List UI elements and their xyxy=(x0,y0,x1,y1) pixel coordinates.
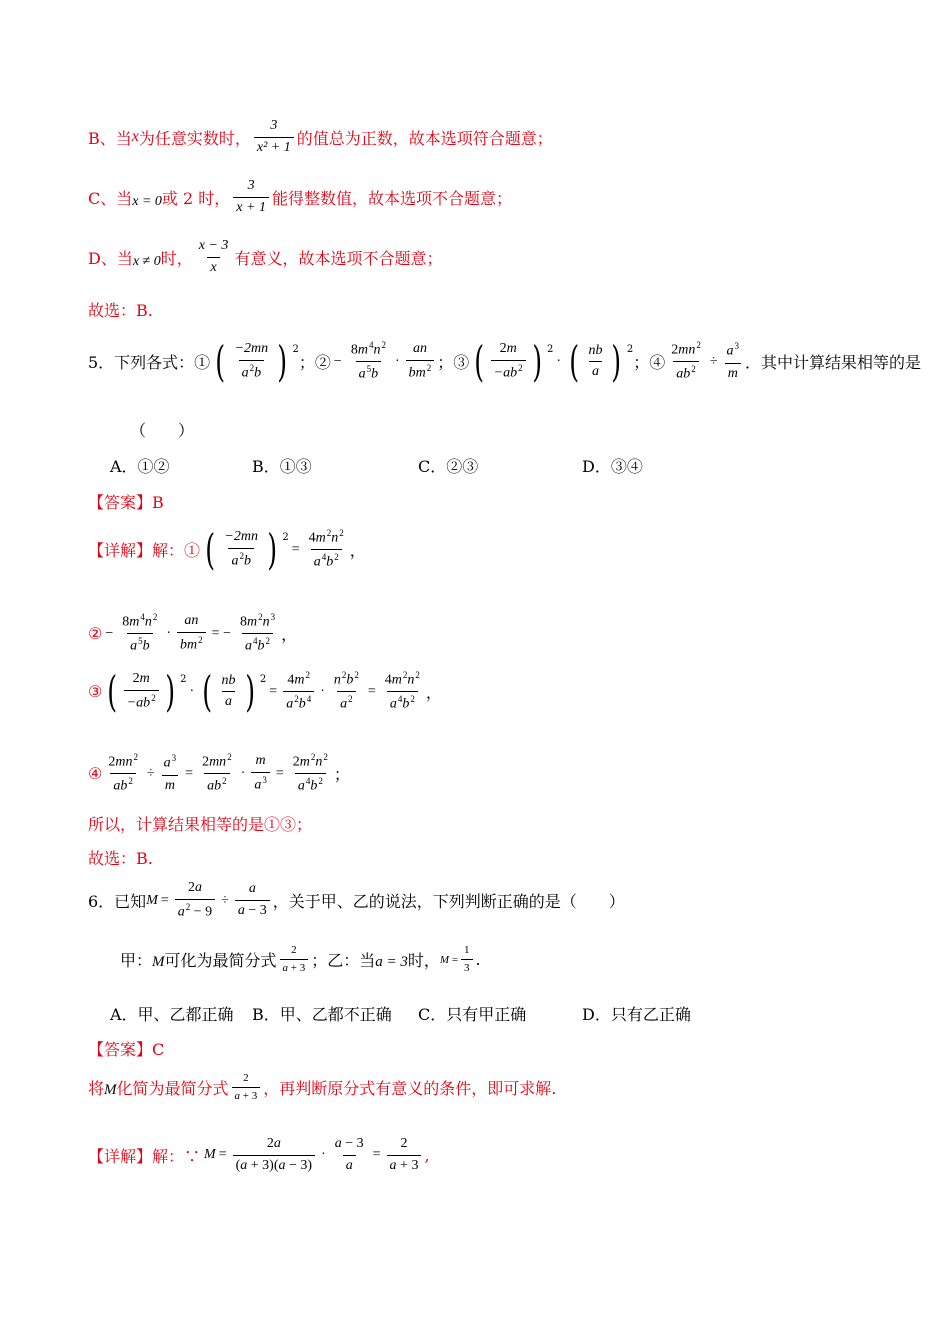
text: 【详解】解：∵ xyxy=(88,1146,201,1166)
text: C、当 xyxy=(88,188,133,208)
q5-answer xyxy=(88,490,890,513)
option-d: D．③④ xyxy=(582,457,643,476)
text: 有意义，故本选项不合题意； xyxy=(234,248,443,268)
text: D、当 xyxy=(88,248,133,268)
paren-expr: ( $\frac{-2mn}{a^2b}$ ) xyxy=(212,341,290,383)
option-b: B．甲、乙都不正确 xyxy=(252,1005,392,1024)
text: 5．下列各式：① xyxy=(88,353,211,373)
line-option-d xyxy=(88,238,890,277)
q6-detail: 【详解】解：∵ M = $\frac{2a}{(a + 3)(a - 3)}$ · $\frac{a - 3}{a}$ = $\frac{2}{a + 3}$ , xyxy=(88,1136,430,1173)
text: 的值总为正数，故本选项符合题意； xyxy=(296,128,553,148)
text: ；③ xyxy=(437,353,470,373)
option-b: B．①③ xyxy=(252,457,312,476)
text: 【答案】C xyxy=(88,1040,165,1059)
question-5: 5．下列各式：① ( $\frac{-2mn}{a^2b}$ ) 2 ；② − $\frac{8m^4n^2}{a^5b}$ · $\frac{an}{bm^2}$ ；③ ( $\frac{2m}{-ab^2}$ ) 2 · ( $\frac{nb}{a}$ ) 2 ；④ $\frac{2mn^2}{ab^2}$ ÷ $\frac{a^3}{m}$ ．其中计算结果相等的是 xyxy=(88,340,890,384)
denominator: x xyxy=(207,257,219,277)
text: 时， xyxy=(407,951,440,971)
line-option-c xyxy=(88,178,890,217)
text: ，再判断原分式有意义的条件，即可求解. xyxy=(263,1079,557,1099)
fraction xyxy=(196,238,232,277)
text: 或 2 时， xyxy=(161,188,231,208)
option-c: C．②③ xyxy=(418,457,479,476)
text: 将 xyxy=(88,1079,105,1099)
option-a: A．①② xyxy=(110,457,170,476)
numerator: 3 xyxy=(247,178,255,193)
q6-analysis: 将 M 化简为最简分式 $\frac{2}{a + 3}$ ，再判断原分式有意义的条件，即可求解. xyxy=(88,1072,557,1103)
text: 时， xyxy=(160,248,193,268)
numerator: 3 xyxy=(270,118,278,133)
text: 【详解】解：① xyxy=(88,541,201,561)
denominator: x² + 1 xyxy=(254,137,294,157)
text: 可化为最简分式 xyxy=(164,951,277,971)
q5-detail-4: ④ $\frac{2mn^2}{ab^2}$ ÷ $\frac{a^3}{m}$ = $\frac{2mn^2}{ab^2}$ · $\frac{m}{a^3}$ = $\frac{2m^2n^2}{a^4b^2}$ ； xyxy=(88,752,350,795)
option-c: C．只有甲正确 xyxy=(418,1005,527,1024)
text: 为任意实数时， xyxy=(138,128,251,148)
option-a: A．甲、乙都正确 xyxy=(110,1005,234,1024)
q5-detail-2: ② − $\frac{8m^4n^2}{a^5b}$ · $\frac{an}{bm^2}$ = − $\frac{8m^2n^3}{a^4b^2}$ ， xyxy=(88,612,298,655)
text: 化简为最简分式 xyxy=(116,1079,229,1099)
text: 故选：B. xyxy=(88,301,153,320)
text: 6．已知 xyxy=(88,892,147,912)
text: ② xyxy=(88,624,103,644)
fraction xyxy=(233,178,269,217)
line-option-b xyxy=(88,118,890,157)
q5-conclusion xyxy=(88,812,890,835)
text: （ ） xyxy=(130,421,195,440)
text: ③ xyxy=(88,682,103,702)
text: 能得整数值，故本选项不合题意； xyxy=(271,188,512,208)
condition: x ≠ 0 xyxy=(132,254,161,270)
text: 【答案】B xyxy=(88,493,164,512)
text: ；② xyxy=(298,353,331,373)
var-x: x xyxy=(131,128,139,146)
text: ④ xyxy=(88,764,103,784)
option-d: D．只有乙正确 xyxy=(582,1005,691,1024)
q6-statements: 甲： M 可化为最简分式 $\frac{2}{a + 3}$ ；乙：当 a = 3 时， M = $\frac{1}{3}$ . xyxy=(120,944,481,975)
q6-answer xyxy=(88,1037,890,1060)
text: ．其中计算结果相等的是 xyxy=(745,353,922,373)
text: 所以，计算结果相等的是①③； xyxy=(88,815,313,834)
text: B、当 xyxy=(88,128,132,148)
select-line xyxy=(88,298,890,321)
text: 甲： xyxy=(120,951,153,971)
q5-select xyxy=(88,846,890,869)
condition: a = 3 xyxy=(375,954,408,971)
q5-detail-3: ③ ( $\frac{2m}{-ab^2}$ ) 2 · ( $\frac{nb}{a}$ ) 2 = $\frac{4m^2}{a^2b^4}$ · $\frac{n^2b^2}{a^2}$ = $\frac{4m^2n^2}{a^4b^2}$ ， xyxy=(88,670,890,714)
condition: x = 0 xyxy=(132,194,162,210)
denominator: x + 1 xyxy=(233,197,269,217)
fraction xyxy=(254,118,294,157)
q5-detail-1: 【详解】解：① ( $\frac{-2mn}{a^2b}$ ) 2 = $\frac{4m^2n^2}{a^4b^2}$ ， xyxy=(88,528,890,572)
text: ；④ xyxy=(633,353,666,373)
numerator: x − 3 xyxy=(198,238,229,253)
question-6: 6．已知 M = $\frac{2a}{a^2 - 9}$ ÷ $\frac{a}{a - 3}$ ，关于甲、乙的说法，下列判断正确的是（ ） xyxy=(88,880,625,920)
text: ；乙：当 xyxy=(311,951,376,971)
text: 故选：B. xyxy=(88,849,153,868)
q5-blank xyxy=(130,418,890,441)
text: ，关于甲、乙的说法，下列判断正确的是（ ） xyxy=(272,892,625,912)
